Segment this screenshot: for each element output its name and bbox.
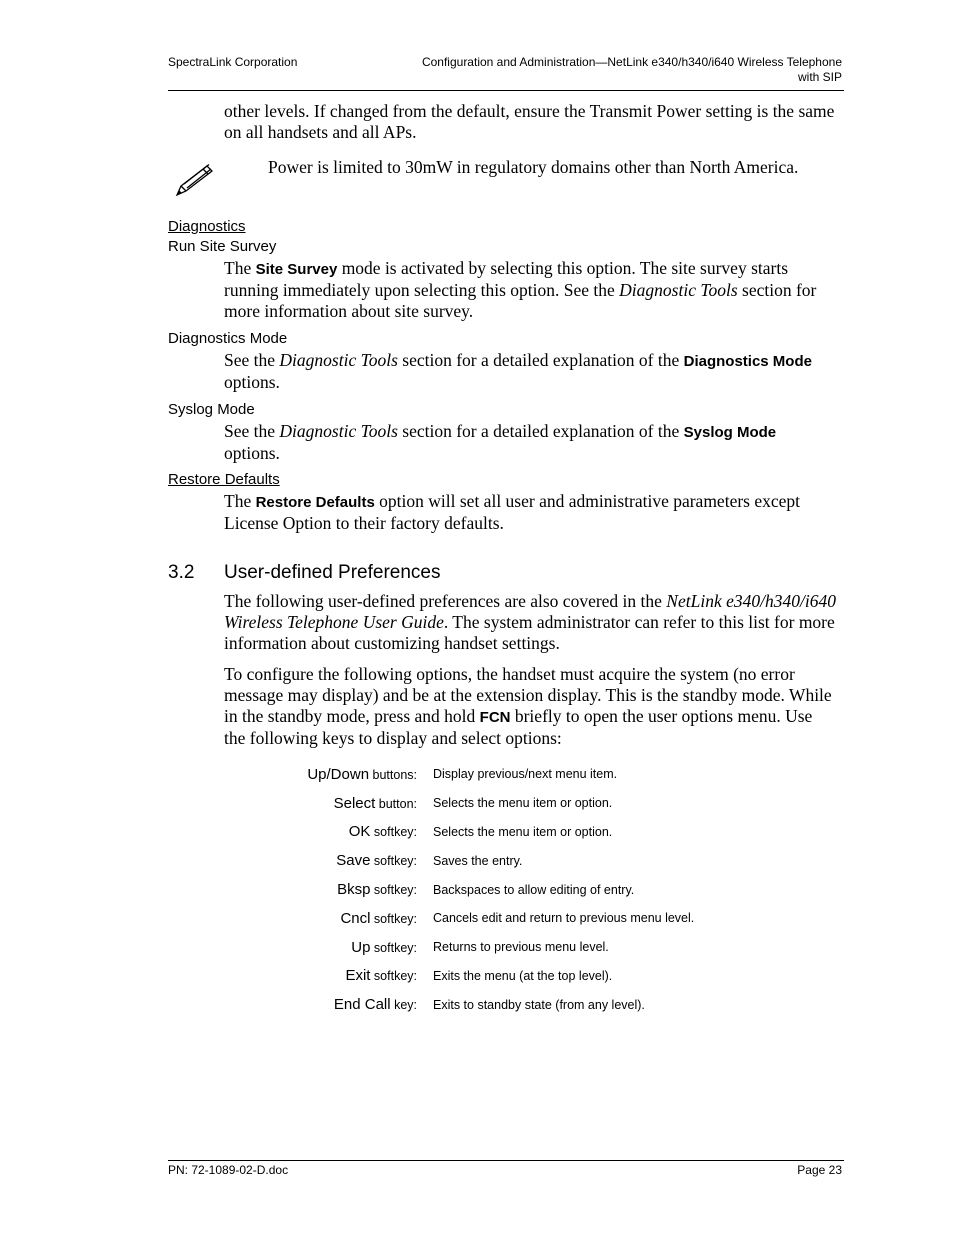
key-description: Exits to standby state (from any level). (433, 997, 645, 1012)
key-label (230, 904, 433, 933)
key-row (230, 818, 790, 847)
diagnostics-heading: Diagnostics (168, 218, 246, 235)
key-row (230, 846, 790, 875)
key-type: button: (375, 796, 417, 811)
header-title (322, 55, 842, 85)
key-label (230, 875, 433, 904)
section-paragraph-1: The following user-defined preferences are also covered in the NetLink e340/h340/i640 Wireless Telephone User Guide. The system administrator can refer to this list for more information about customizing handset settings. (224, 591, 836, 653)
key-row (230, 990, 790, 1019)
syslog-mode-heading: Syslog Mode (168, 401, 255, 418)
restore-defaults-keyword: Restore Defaults (255, 494, 375, 511)
key-type: softkey: (370, 911, 417, 926)
key-type: key: (390, 998, 417, 1013)
user-guide-ref: NetLink e340/h340/i640 Wireless Telephone User Guide (224, 591, 836, 632)
key-name: Up/Down (307, 765, 370, 783)
key-name: Select (333, 794, 376, 812)
keys-table (230, 760, 790, 1019)
key-type: softkey: (370, 969, 417, 984)
key-type: softkey: (370, 883, 417, 898)
key-row (230, 760, 790, 789)
syslog-mode-paragraph: See the Diagnostic Tools section for a detailed explanation of the Syslog Mode options. (224, 421, 777, 463)
key-name: Save (336, 852, 371, 870)
key-name: Up (351, 938, 371, 956)
diagnostic-tools-ref: Diagnostic Tools (619, 280, 738, 300)
key-label (230, 789, 433, 818)
site-survey-keyword: Site Survey (255, 261, 338, 278)
diagnostics-mode-paragraph: See the Diagnostic Tools section for a detailed explanation of the Diagnostics Mode options. (224, 350, 812, 392)
key-row (230, 904, 790, 933)
fcn-keyword: FCN (479, 709, 511, 726)
run-site-survey-heading: Run Site Survey (168, 238, 277, 255)
footer-document-id: PN: 72-1089-02-D.doc (168, 1163, 289, 1177)
diagnostic-tools-ref: Diagnostic Tools (279, 350, 398, 370)
key-description: Selects the menu item or option. (433, 796, 613, 811)
intro-paragraph: other levels. If changed from the default, ensure the Transmit Power setting is the same on all handsets and all APs. (224, 101, 835, 142)
header-divider (168, 90, 844, 91)
key-description: Backspaces to allow editing of entry. (433, 882, 635, 897)
key-description: Selects the menu item or option. (433, 824, 613, 839)
section-number: 3.2 (168, 562, 195, 583)
key-label (230, 962, 433, 991)
header-title-line1: Configuration and Administration—NetLink e340/h340/i640 Wireless Telephone (421, 55, 842, 69)
key-description: Cancels edit and return to previous menu level. (433, 911, 695, 926)
key-row (230, 962, 790, 991)
key-type: softkey: (370, 940, 417, 955)
key-description: Saves the entry. (433, 853, 523, 868)
key-label (230, 760, 433, 789)
key-name: Bksp (337, 881, 371, 899)
diagnostic-tools-ref: Diagnostic Tools (279, 421, 398, 441)
key-row (230, 875, 790, 904)
section-paragraph-2: To configure the following options, the handset must acquire the system (no error message may display) and be at the extension display. This is the standby mode. While in the standby mode, press and hold FCN briefly to open the user options menu. Use the following keys to display and select options: (224, 664, 832, 748)
restore-defaults-paragraph: The Restore Defaults option will set all user and administrative parameters except License Option to their factory defaults. (224, 491, 801, 533)
key-name: Cncl (340, 909, 371, 927)
note-text: Power is limited to 30mW in regulatory domains other than North America. (268, 157, 799, 177)
key-type: buttons: (369, 767, 417, 782)
syslog-mode-keyword: Syslog Mode (683, 424, 777, 441)
key-type: softkey: (370, 854, 417, 869)
diagnostics-mode-heading: Diagnostics Mode (168, 330, 288, 347)
key-name: Exit (345, 967, 371, 985)
key-description: Exits the menu (at the top level). (433, 968, 613, 983)
run-site-survey-paragraph: The Site Survey mode is activated by selecting this option. The site survey starts running immediately upon selecting this option. See the Diagnostic Tools section for more information about site survey. (224, 258, 817, 321)
footer-divider (168, 1160, 844, 1161)
key-label (230, 846, 433, 875)
key-row (230, 933, 790, 962)
header-company: SpectraLink Corporation (168, 55, 298, 69)
section-title: User-defined Preferences (224, 562, 441, 583)
key-type: softkey: (370, 825, 417, 840)
key-name: End Call (333, 996, 391, 1014)
header-title-line2: with SIP (797, 70, 842, 84)
key-row (230, 789, 790, 818)
key-label (230, 818, 433, 847)
pencil-icon (172, 162, 216, 198)
key-description: Returns to previous menu level. (433, 940, 609, 955)
footer-page-number: Page 23 (797, 1163, 842, 1177)
key-label (230, 933, 433, 962)
key-label (230, 990, 433, 1019)
restore-defaults-heading: Restore Defaults (168, 471, 280, 488)
diagnostics-mode-keyword: Diagnostics Mode (683, 353, 812, 370)
key-description: Display previous/next menu item. (433, 767, 618, 782)
key-name: OK (348, 823, 371, 841)
